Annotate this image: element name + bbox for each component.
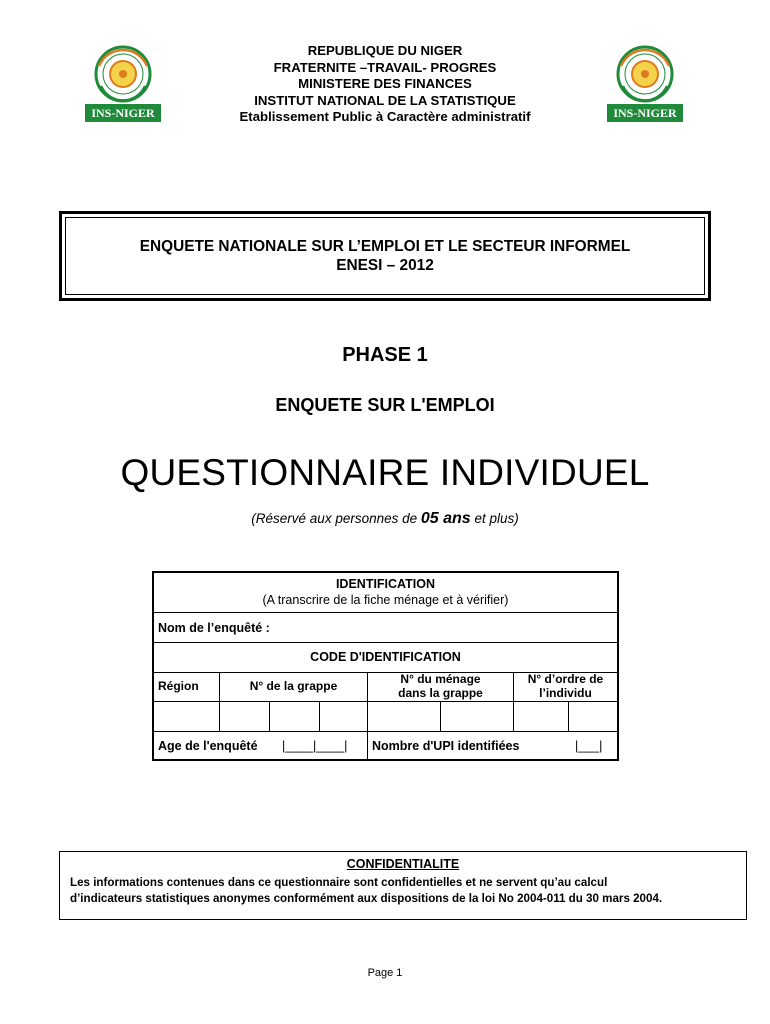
confidentiality-text [70,875,738,906]
survey-title: ENQUETE NATIONALE SUR L’EMPLOI ET LE SECTEUR INFORMEL [139,238,631,255]
confidentiality-line1: Les informations contenues dans ce questionnaire sont confidentielles et ne servent qu’au calcul [70,876,608,889]
ordre-digit-box[interactable] [515,703,567,730]
respondent-name-field[interactable] [294,617,612,639]
menage-digit-box[interactable] [369,703,439,730]
col-region: Région [158,679,199,693]
identification-heading: IDENTIFICATION [335,577,436,591]
survey-code: ENESI – 2012 [336,257,434,274]
col-ordre-line2: l’individu [539,685,592,700]
page-number: Page 1 [367,967,403,979]
age-label: Age de l'enquêté [158,739,258,753]
confidentiality-title: CONFIDENTIALITE [346,857,460,871]
col-ordre [514,673,617,700]
identification-table [152,571,619,761]
upi-count-label: Nombre d'UPI identifiées [372,739,520,753]
upi-count-field[interactable]: |___| [575,739,603,753]
header-ministry: MINISTERE DES FINANCES [298,76,472,92]
page-title: QUESTIONNAIRE INDIVIDUEL [120,452,650,493]
header-status: Etablissement Public à Caractère administratif [239,109,531,125]
col-menage [368,673,513,700]
ordre-digit-box[interactable] [570,703,617,730]
age-field[interactable]: |____|____| [282,739,348,753]
identification-subheading: (A transcrire de la fiche ménage et à vérifier) [262,593,509,607]
survey-subtitle: ENQUETE SUR L'EMPLOI [275,395,495,415]
menage-digit-box[interactable] [442,703,512,730]
ins-niger-logo-right [607,44,683,124]
eligibility-note [0,510,770,528]
ins-niger-emblem-icon [85,44,161,124]
document-header [180,43,590,126]
col-grappe: N° de la grappe [249,679,338,693]
logo-right-label: INS-NIGER [613,106,677,120]
grappe-digit-box[interactable] [271,703,318,730]
header-institute: INSTITUT NATIONAL DE LA STATISTIQUE [254,92,516,108]
header-motto: FRATERNITE –TRAVAIL- PROGRES [273,59,497,75]
respondent-name-label: Nom de l’enquêté : [158,621,270,635]
region-code-box[interactable] [155,703,218,730]
survey-title-box [59,211,711,301]
eligibility-age: 05 ans [420,510,471,527]
header-country: REPUBLIQUE DU NIGER [307,43,463,58]
grappe-digit-box[interactable] [321,703,366,730]
logo-left-label: INS-NIGER [91,106,155,120]
ins-niger-emblem-icon [607,44,683,124]
col-menage-line2: dans la grappe [398,685,483,700]
confidentiality-box [59,851,747,920]
grappe-digit-box[interactable] [221,703,268,730]
ins-niger-logo-left [85,44,161,124]
col-menage-line1: N° du ménage [400,672,481,686]
col-ordre-line1: N° d’ordre de [527,672,604,686]
phase-label: PHASE 1 [342,344,428,366]
eligibility-note-start: (Réservé aux personnes de [251,511,421,526]
code-heading: CODE D'IDENTIFICATION [310,650,461,664]
confidentiality-line2: d’indicateurs statistiques anonymes conformément aux dispositions de la loi No 2004-011 du 30 mars 2004. [70,891,663,905]
eligibility-note-end: et plus) [470,511,519,526]
